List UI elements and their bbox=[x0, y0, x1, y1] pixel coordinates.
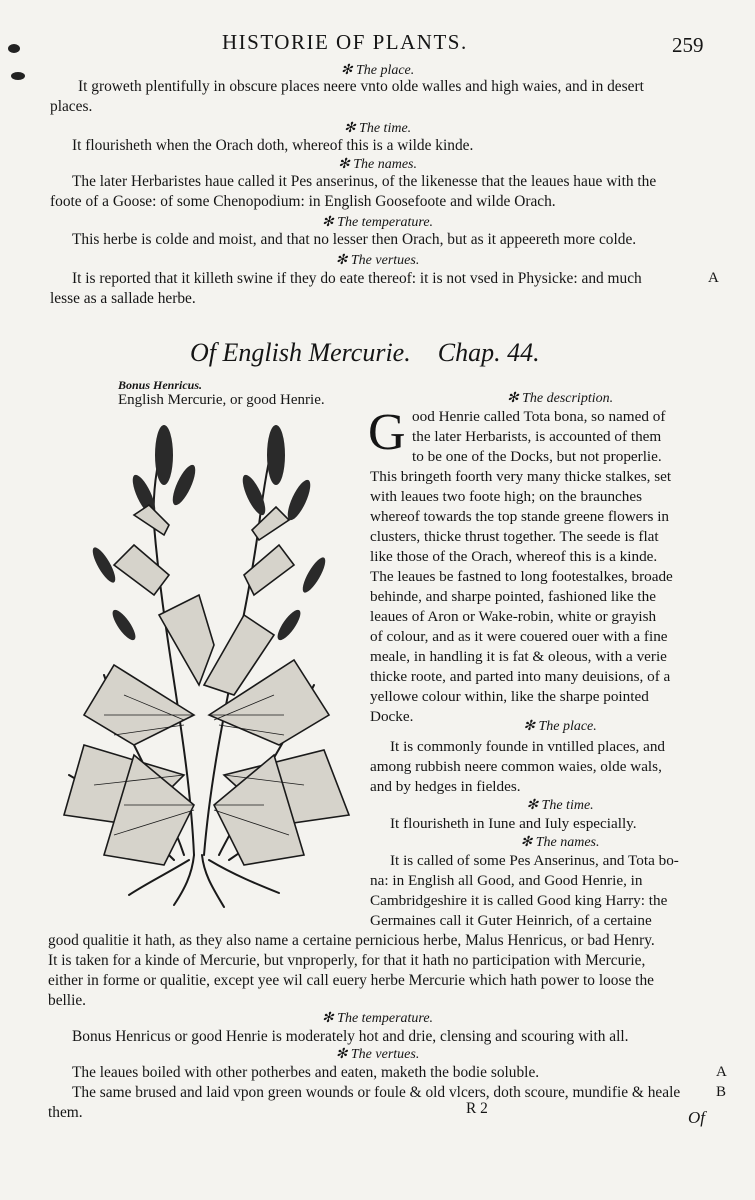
text-line: Docke. bbox=[370, 708, 414, 725]
text-line: Cambridgeshire it is called Good king Harry: the bbox=[370, 892, 668, 909]
figure-caption: English Mercurie, or good Henrie. bbox=[118, 392, 325, 408]
text-line: The leaues boiled with other potherbes and eaten, maketh the bodie soluble. bbox=[72, 1064, 540, 1081]
text-line: The leaues be fastned to long footestalkes, broade bbox=[370, 568, 673, 585]
text-line: leaues of Aron or Wake-robin, white or grayish bbox=[370, 608, 657, 625]
section-heading-place: ✻ The place. bbox=[523, 719, 597, 734]
text-line: bellie. bbox=[48, 992, 87, 1009]
section-heading-names: ✻ The names. bbox=[520, 835, 600, 850]
chapter-title bbox=[190, 338, 540, 368]
text-line: This bringeth foorth very many thicke stalkes, set bbox=[370, 468, 672, 485]
running-head: HISTORIE OF PLANTS. bbox=[222, 30, 468, 54]
section-heading-names: ✻ The names. bbox=[337, 157, 417, 172]
text-line: to be one of the Docks, but not properlie. bbox=[412, 448, 662, 465]
margin-letter: B bbox=[716, 1084, 727, 1100]
margin-letter: A bbox=[708, 270, 719, 286]
text-line: good qualitie it hath, as they also name a certaine pernicious herbe, Malus Henricus, or bad Henry. bbox=[48, 932, 655, 949]
section-heading-temperature: ✻ The temperature. bbox=[321, 1011, 434, 1026]
text-line: of colour, and as it were couered ouer with a fine bbox=[370, 628, 668, 645]
text-line: It flourisheth when the Orach doth, whereof this is a wilde kinde. bbox=[72, 137, 474, 154]
text-line: like those of the Orach, whereof this is a kinde. bbox=[370, 548, 658, 565]
section-heading-vertues: ✻ The vertues. bbox=[335, 253, 420, 268]
chapter-name: Of English Mercurie. bbox=[190, 338, 411, 367]
text-line: ood Henrie called Tota bona, so named of bbox=[412, 408, 666, 425]
margin-letter: A bbox=[716, 1064, 727, 1080]
text-line: them. bbox=[48, 1104, 83, 1121]
ink-blot bbox=[8, 44, 20, 53]
text-line: na: in English all Good, and Good Henrie, in bbox=[370, 872, 643, 889]
text-line: clusters, thicke thrust together. The seede is flat bbox=[370, 528, 659, 545]
catchword: Of bbox=[688, 1108, 705, 1127]
text-line: behinde, and sharpe pointed, fashioned like the bbox=[370, 588, 656, 605]
text-line: yellowe colour within, like the sharpe pointed bbox=[370, 688, 649, 705]
signature-mark: R 2 bbox=[466, 1100, 488, 1117]
text-line: The later Herbaristes haue called it Pes anserinus, of the likenesse that the leaues haue with the bbox=[72, 173, 657, 190]
text-line: whereof towards the top stande greene flowers in bbox=[370, 508, 670, 525]
chapter-number: Chap. 44. bbox=[437, 338, 540, 367]
text-line: It is commonly founde in vntilled places, and bbox=[390, 738, 666, 755]
section-heading-description: ✻ The description. bbox=[506, 391, 614, 406]
text-line: lesse as a sallade herbe. bbox=[50, 290, 196, 307]
text-line: either in forme or qualitie, except yee wil call euery herbe Mercurie which hath power to loose the bbox=[48, 972, 654, 989]
text-line: and by hedges in fieldes. bbox=[370, 778, 521, 795]
text-line: Germaines call it Guter Heinrich, of a certaine bbox=[370, 912, 652, 929]
section-heading-temperature: ✻ The temperature. bbox=[321, 215, 434, 230]
text-line: It is reported that it killeth swine if they do eate thereof: it is not vsed in Physicke: and much bbox=[72, 270, 642, 287]
text-line: It flourisheth in Iune and Iuly especially. bbox=[390, 815, 637, 832]
text-line: It is taken for a kinde of Mercurie, but vnproperly, for that it hath no participation with Mercurie, bbox=[48, 952, 646, 969]
section-heading-vertues: ✻ The vertues. bbox=[335, 1047, 420, 1062]
text-line: meale, in handling it is fat & oleous, with a verie bbox=[370, 648, 667, 665]
section-heading-place: ✻ The place. bbox=[340, 63, 415, 78]
text-line: foote of a Goose: of some Chenopodium: in English Goosefoote and wilde Orach. bbox=[50, 193, 556, 210]
text-line: with leaues two foote high; on the braunches bbox=[370, 488, 643, 505]
text-line: This herbe is colde and moist, and that no lesser then Orach, but as it appeereth more colde. bbox=[72, 231, 637, 248]
section-heading-time: ✻ The time. bbox=[526, 798, 594, 813]
text-line: It groweth plentifully in obscure places neere vnto olde walles and high waies, and in desert bbox=[78, 78, 644, 95]
text-line: It is called of some Pes Anserinus, and Tota bo- bbox=[390, 852, 679, 869]
figure-caption-latin: Bonus Henricus. bbox=[118, 378, 203, 392]
page-number: 259 bbox=[672, 33, 704, 57]
section-heading-time: ✻ The time. bbox=[343, 121, 412, 136]
text-line: Bonus Henricus or good Henrie is moderately hot and drie, clensing and scouring with all. bbox=[72, 1028, 629, 1045]
plant-woodcut-illustration bbox=[44, 415, 364, 910]
text-line: the later Herbarists, is accounted of them bbox=[412, 428, 662, 445]
text-line: places. bbox=[50, 98, 93, 115]
text-line: thicke roote, and parted into many deuisions, of a bbox=[370, 668, 671, 685]
text-line: The same brused and laid vpon green wounds or foule & old vlcers, doth scoure, mundifie & heale bbox=[72, 1084, 681, 1101]
drop-cap-initial: G bbox=[368, 404, 406, 461]
text-line: among rubbish neere common waies, olde wals, bbox=[370, 758, 662, 775]
